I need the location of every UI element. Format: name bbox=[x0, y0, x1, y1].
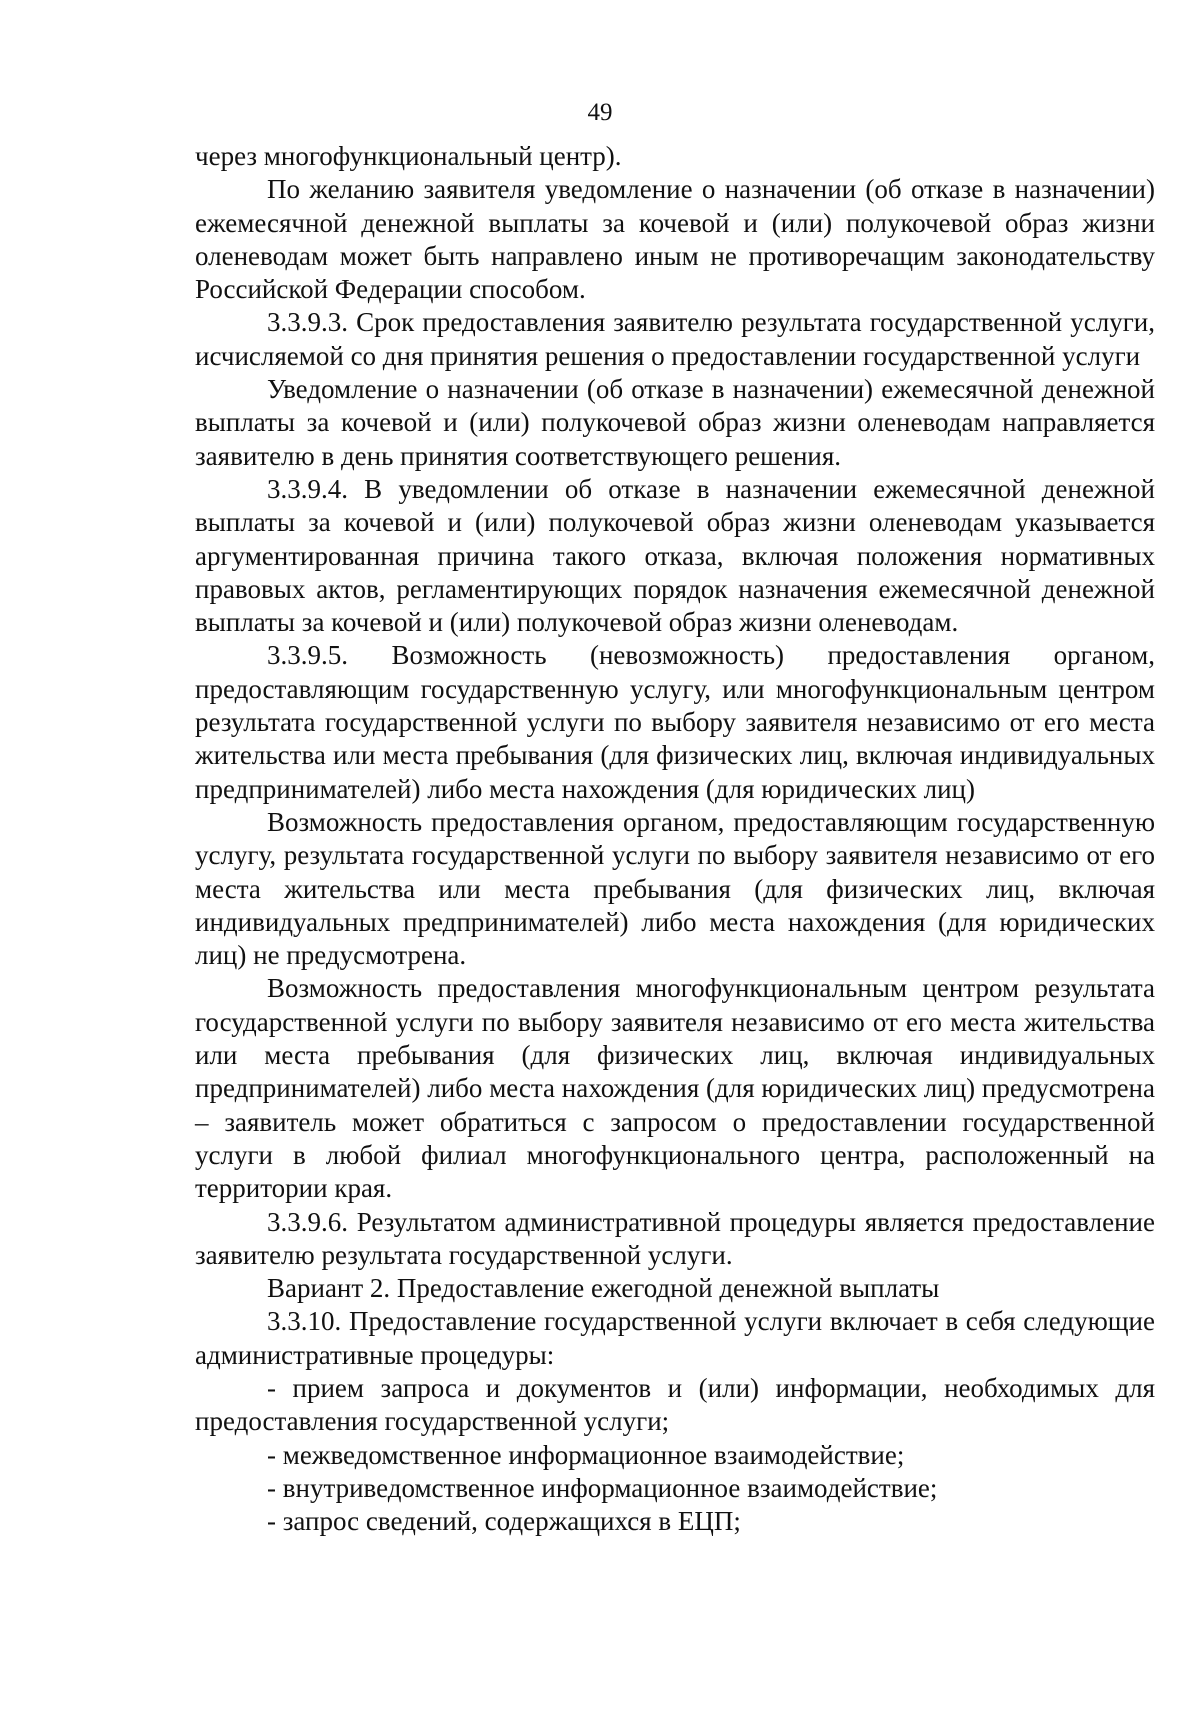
paragraph-continuation: через многофункциональный центр). bbox=[195, 141, 622, 171]
variant-2-heading: Вариант 2. Предоставление ежегодной денежной выплаты bbox=[267, 1273, 940, 1304]
list-item: - межведомственное информационное взаимодействие; bbox=[267, 1439, 905, 1470]
section-3-3-9-3-heading: 3.3.9.3. Срок предоставления заявителю результата государственной услуги, исчисляемой со дня принятия решения о предоставлении государственной услуги bbox=[195, 307, 1155, 371]
paragraph-notification-timing: Уведомление о назначении (об отказе в назначении) ежемесячной денежной выплаты за кочевой и (или) полукочевой образ жизни оленеводам направляется заявителю в день принятия соответствующего решения. bbox=[195, 374, 1155, 471]
section-3-3-9-5-heading: 3.3.9.5. Возможность (невозможность) предоставления органом, предоставляющим государственную услугу, или многофункциональным центром результата государственной услуги по выбору заявителя независимо от его места жительства или места пребывания (для физических лиц, включая индивидуальных предпринимателей) либо места нахождения (для юридических лиц) bbox=[195, 640, 1155, 804]
page-number: 49 bbox=[587, 99, 613, 126]
section-3-3-10: 3.3.10. Предоставление государственной услуги включает в себя следующие административные процедуры: bbox=[195, 1306, 1155, 1370]
section-3-3-9-4: 3.3.9.4. В уведомлении об отказе в назначении ежемесячной денежной выплаты за кочевой и (или) полукочевой образ жизни оленеводам указывается аргументированная причина такого отказа, включая положения нормативных правовых актов, регламентирующих порядок назначения ежемесячной денежной выплаты за кочевой и (или) полукочевой образ жизни оленеводам. bbox=[195, 473, 1155, 638]
paragraph-authority-possibility: Возможность предоставления органом, предоставляющим государственную услугу, результата государственной услуги по выбору заявителя независимо от его места жительства или места пребывания (для физических лиц, включая индивидуальных предпринимателей) либо места нахождения (для юридических лиц) не предусмотрена. bbox=[195, 806, 1155, 971]
list-item: - прием запроса и документов и (или) информации, необходимых для предоставления государственной услуги; bbox=[195, 1372, 1155, 1437]
list-item: - внутриведомственное информационное взаимодействие; bbox=[267, 1472, 938, 1503]
paragraph-notification-method: По желанию заявителя уведомление о назначении (об отказе в назначении) ежемесячной денежной выплаты за кочевой и (или) полукочевой образ жизни оленеводам может быть направлено иным не противоречащим законодательству Российской Федерации способом. bbox=[195, 174, 1155, 305]
paragraph-mfc-possibility: Возможность предоставления многофункциональным центром результата государственной услуги по выбору заявителя независимо от его места жительства или места пребывания (для физических лиц, включая индивидуальных предпринимателей) либо места нахождения (для юридических лиц) предусмотрена – заявитель может обратиться с запросом о предоставлении государственной услуги в любой филиал многофункционального центра, расположенный на территории края. bbox=[195, 973, 1155, 1204]
document-body bbox=[195, 140, 1155, 1538]
section-3-3-9-6: 3.3.9.6. Результатом административной процедуры является предоставление заявителю результата государственной услуги. bbox=[195, 1206, 1155, 1270]
list-item: - запрос сведений, содержащихся в ЕЦП; bbox=[267, 1506, 741, 1537]
